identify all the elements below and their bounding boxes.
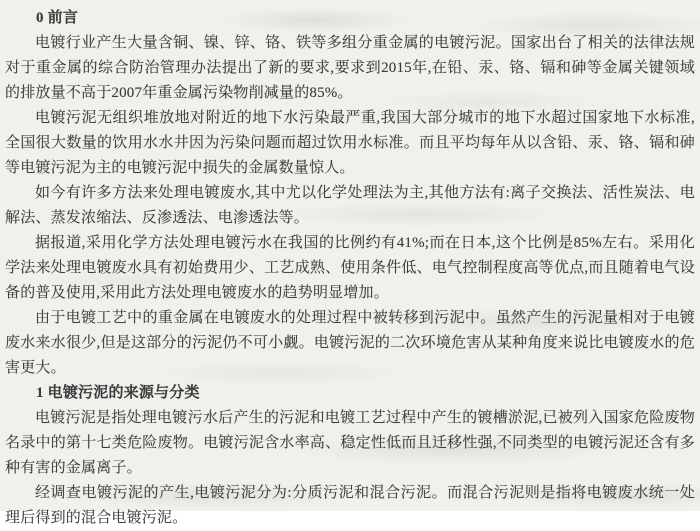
paragraph: 电镀污泥无组织堆放地对附近的地下水污染最严重,我国大部分城市的地下水超过国家地下水标准,全国很大数量的饮用水水井因为污染问题而超过饮用水标准。而且平均每年从以含铅、汞、铬、镉和砷等电镀污泥为主的电镀污泥中损失的金属数量惊人。 [5,110,695,176]
document-body [5,6,695,531]
paragraph: 如今有许多方法来处理电镀废水,其中尤以化学处理法为主,其他方法有:离子交换法、活性炭法、电解法、蒸发浓缩法、反渗透法、电渗透法等。 [5,185,695,226]
paragraph: 据报道,采用化学方法处理电镀污水在我国的比例约有41%;而在日本,这个比例是85%左右。采用化学法来处理电镀废水具有初始费用少、工艺成熟、使用条件低、电气控制程度高等优点,而且随着电气设备的普及使用,采用此方法处理电镀废水的趋势明显增加。 [5,235,695,301]
paragraph: 电镀污泥是指处理电镀污水后产生的污泥和电镀工艺过程中产生的镀槽淤泥,已被列入国家危险废物名录中的第十七类危险废物。电镀污泥含水率高、稳定性低而且迁移性强,不同类型的电镀污泥还含有多种有害的金属离子。 [5,410,695,476]
paragraph: 经调查电镀污泥的产生,电镀污泥分为:分质污泥和混合污泥。而混合污泥则是指将电镀废水统一处理后得到的混合电镀污泥。 [5,485,695,526]
section-sludge-sources [5,381,695,531]
paragraph: 电镀行业产生大量含铜、镍、锌、铬、铁等多组分重金属的电镀污泥。国家出台了相关的法律法规对于重金属的综合防治管理办法提出了新的要求,要求到2015年,在铅、汞、铬、镉和砷等金属关键领域的排放量不高于2007年重金属污染物削减量的85%。 [5,35,695,101]
section-heading-sludge-sources: 1 电镀污泥的来源与分类 [36,385,200,401]
paragraph: 由于电镀工艺中的重金属在电镀废水的处理过程中被转移到污泥中。虽然产生的污泥量相对于电镀废水来水很少,但是这部分的污泥仍不可小觑。电镀污泥的二次环境危害从某种角度来说比电镀废水的危害更大。 [5,310,695,376]
section-preface [5,6,695,381]
section-heading-preface: 0 前言 [36,10,79,26]
